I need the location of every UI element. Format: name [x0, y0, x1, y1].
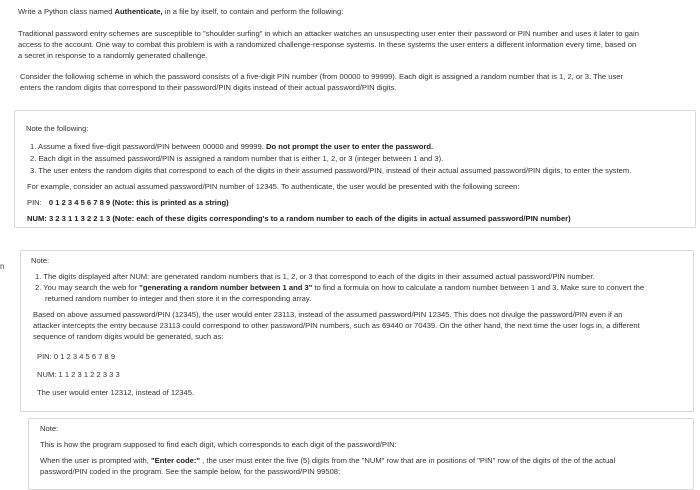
- note-2-para-3: sequence of random digits would be generated, such as:: [33, 332, 224, 341]
- note-following-title: Note the following:: [26, 124, 89, 133]
- num-label: NUM:: [27, 214, 47, 223]
- intro-line-2: access to the account. One way to combat this problem is with a randomized challenge-response systems. In these systems the user enters a different information every time, based on: [18, 40, 637, 49]
- header-prefix: Write a Python class named: [18, 7, 113, 16]
- intro-line-1: Traditional password entry schemes are susceptible to "shoulder surfing" in which an attacker watches an unsuspecting user enter their password or PIN number and uses it later to gain: [18, 29, 639, 38]
- note-2-para-2: attacker intercepts the entry because 23113 could correspond to other password/PIN numbers, such as 69440 or 70439. On the other hand, the next time the user logs in, a different: [33, 321, 640, 330]
- pin-row: [27, 198, 229, 207]
- note-2-num-line: NUM: 1 1 2 3 1 2 2 3 3 3: [37, 370, 120, 379]
- note-item-2: 2. Each digit in the assumed password/PIN is assigned a random number that is either 1, 2, or 3 (integer between 1 and 3).: [30, 154, 444, 163]
- margin-mark: n: [0, 262, 5, 271]
- intro-line-3: a secret in response to a randomly generated challenge.: [18, 51, 208, 60]
- note-3-line-3: password/PIN coded in the program. See the sample below, for the password/PIN 99508:: [40, 467, 341, 476]
- scheme-line-1: Consider the following scheme in which the password consists of a five-digit PIN number (from 00000 to 99999). Each digit is assigned a random number that is 1, 2, or 3. The user: [20, 72, 624, 81]
- note-2-title: Note:: [31, 256, 50, 265]
- num-note: (Note: each of these digits corresponding's to a random number to each of the digits in actual assumed password/PIN number): [112, 214, 571, 223]
- note-3-line-1: This is how the program supposed to find each digit, which corresponds to each digit of the password/PIN:: [40, 440, 397, 449]
- note-2-pin-line: PIN: 0 1 2 3 4 5 6 7 8 9: [37, 352, 116, 361]
- pin-note: (Note: this is printed as a string): [112, 198, 229, 207]
- question-header: [18, 7, 343, 16]
- note-2-item-2: 2. You may search the web for "generating a random number between 1 and 3" to find a formula on how to calculate a random number between 1 and 3. Make sure to convert the: [35, 283, 645, 292]
- note-2-enter-line: The user would enter 12312, instead of 12345.: [37, 388, 195, 397]
- scheme-line-2: enters the random digits that correspond to their password/PIN digits instead of their actual password/PIN digits.: [20, 83, 397, 92]
- pin-digits: 0 1 2 3 4 5 6 7 8 9: [48, 198, 111, 207]
- example-line: For example, consider an actual assumed password/PIN number of 12345. To authenticate, the user would be presented with the following screen:: [27, 182, 520, 191]
- num-digits: 3 2 3 1 1 3 2 2 1 3: [48, 214, 111, 223]
- note-2-item-2-cont: returned random number to integer and then store it in the corresponding array.: [45, 294, 312, 303]
- header-suffix: in a file by itself, to contain and perform the following:: [164, 7, 344, 16]
- note-3-box: [28, 418, 694, 490]
- num-row: [27, 214, 571, 223]
- pin-label: PIN:: [27, 198, 42, 207]
- note-3-line-2: When the user is prompted with, "Enter code:" , the user must enter the five (5) digits from the "NUM" row that are in positions of "PIN" row of the digits of the of the actual: [40, 456, 616, 465]
- note-item-1: 1. Assume a fixed five-digit password/PIN between 00000 and 99999. Do not prompt the user to enter the password.: [30, 142, 434, 151]
- note-2-para-1: Based on above assumed password/PIN (12345), the user would enter 23113, instead of the assumed password/PIN 12345. This does not divulge the password/PIN even if an: [33, 310, 623, 319]
- note-2-item-1: 1. The digits displayed after NUM: are generated random numbers that is 1, 2, or 3 that correspond to each of the digits in their assumed actual password/PIN number.: [35, 272, 595, 281]
- header-class-name: Authenticate,: [114, 7, 163, 16]
- note-item-3: 3. The user enters the random digits that correspond to each of the digits in their assumed password/PIN, instead of their actual assumed password/PIN digits, to enter the system.: [30, 166, 632, 175]
- note-3-title: Note:: [40, 424, 59, 433]
